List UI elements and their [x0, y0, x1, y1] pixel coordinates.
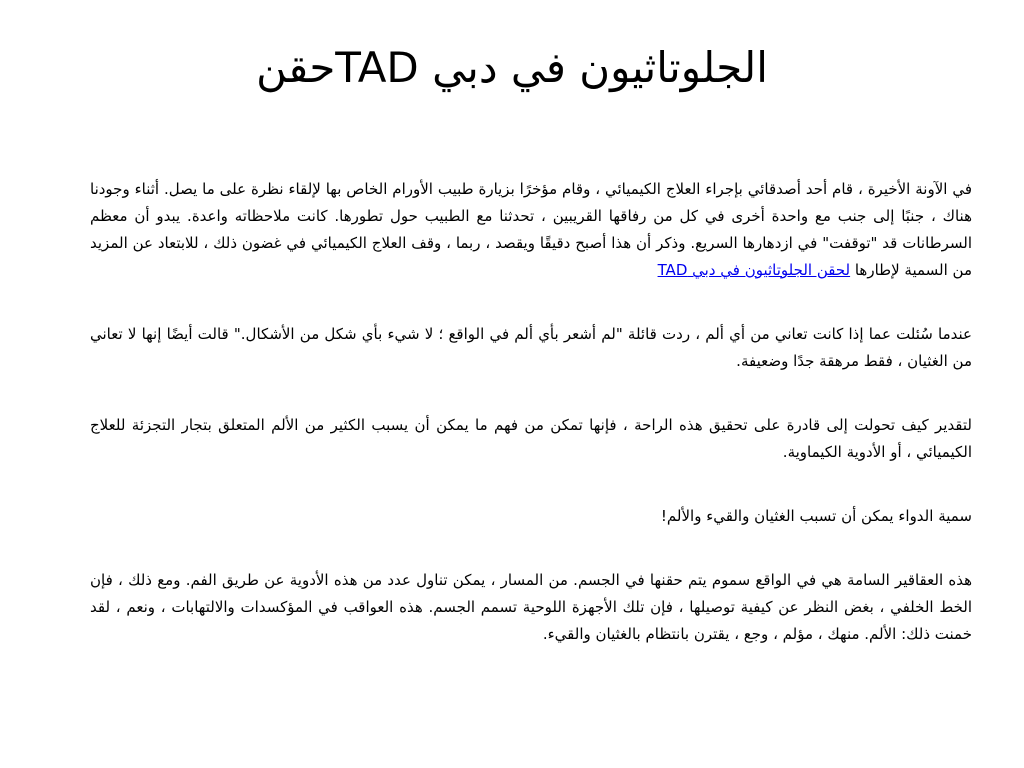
paragraph-intro — [90, 176, 972, 284]
paragraph-pain-question: عندما سُئلت عما إذا كانت تعاني من أي ألم ، ردت قائلة "لم أشعر بأي ألم في الواقع ؛ لا شيء بأي شكل من الأشكال." قالت أيضًا إنها لا تعاني من الغثيان ، فقط مرهقة جدًا وضعيفة. — [90, 325, 972, 370]
paragraph-intro-text: في الآونة الأخيرة ، قام أحد أصدقائي بإجراء العلاج الكيميائي ، وقام مؤخرًا بزيارة طبيب الأورام الخاص بها لإلقاء نظرة على ما يصل. أثناء وجودنا هناك ، جنبًا إلى جنب مع واحدة أخرى في كل من رفاقها القريبين ، تحدثنا مع الطبيب حول تطورها. كانت ملاحظاته واعدة. يبدو أن معظم السرطانات قد "توقفت" في ازدهارها السريع. وذكر أن هذا أصبح دقيقًا ويقصد ، ربما ، وقف العلاج الكيميائي في غضون ذلك ، للابتعاد عن المزيد من السمية لإطارها — [90, 180, 972, 279]
slide-title: الجلوتاثيون في دبي TADحقن — [256, 43, 768, 92]
slide-body — [90, 176, 972, 685]
paragraph-appreciation: لتقدير كيف تحولت إلى قادرة على تحقيق هذه الراحة ، فإنها تمكن من فهم ما يمكن أن يسبب الكثير من الألم المتعلق بتجار التجزئة للعلاج الكيميائي ، أو الأدوية الكيماوية. — [90, 416, 972, 461]
paragraph-toxic-drugs: هذه العقاقير السامة هي في الواقع سموم يتم حقنها في الجسم. من المسار ، يمكن تناول عدد من هذه الأدوية عن طريق الفم. ومع ذلك ، فإن الخط الخلفي ، بغض النظر عن كيفية توصيلها ، فإن تلك الأجهزة اللوحية تسمم الجسم. هذه العواقب في المؤكسدات والالتهابات ، ونعم ، لقد خمنت ذلك: الألم. منهك ، مؤلم ، وجع ، يقترن بانتظام بالغثيان والقيء. — [90, 571, 972, 643]
glutathione-injection-link[interactable]: لحقن الجلوتاثيون في دبي TAD — [657, 261, 851, 279]
paragraph-toxicity-heading: سمية الدواء يمكن أن تسبب الغثيان والقيء والألم! — [660, 507, 972, 525]
